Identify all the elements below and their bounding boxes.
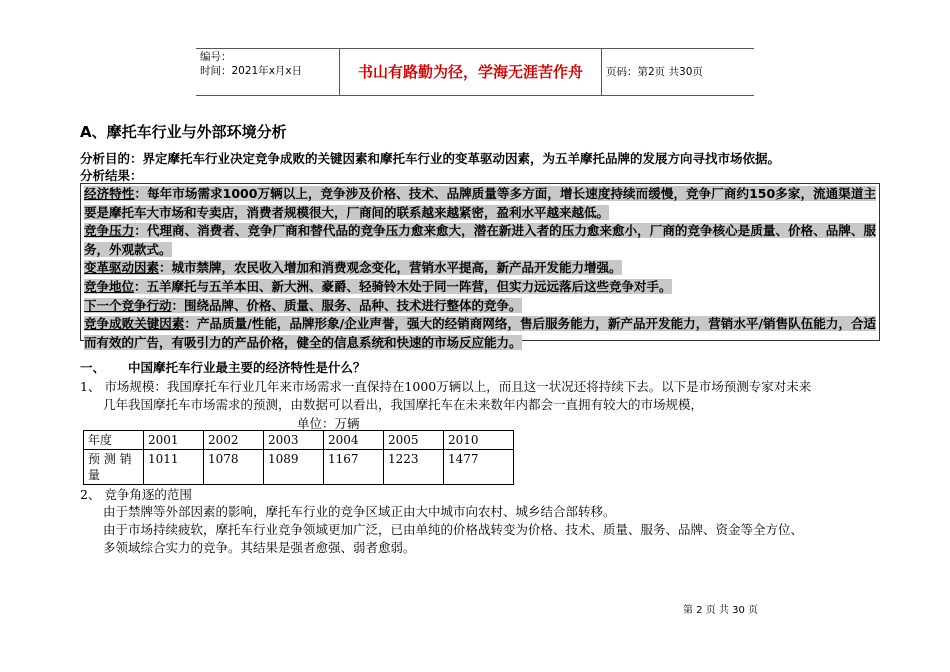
- table-year: 2005: [384, 431, 444, 450]
- table-row-label: 预 测 销 量: [84, 450, 144, 485]
- analysis-text: ：五羊摩托与五羊本田、新大洲、豪爵、轻骑铃木处于同一阵营，但实力远远落后这些竞争对手。: [134, 278, 672, 294]
- analysis-key: 竞争成败关键因素: [84, 316, 185, 332]
- analysis-key: 竞争压力: [84, 223, 135, 239]
- competition-scope-paragraph-cont: 多领域综合实力的竞争。其结果是强者愈强、弱者愈弱。: [103, 540, 416, 555]
- market-size-paragraph: 1、 市场规模：我国摩托车行业几年来市场需求一直保持在1000万辆以上，而且这一状况还将持续下去。以下是市场预测专家对未来: [80, 379, 812, 394]
- header-divider-right: [601, 48, 602, 95]
- analysis-text: ：产品质量/性能，品牌形象/企业声誉，强大的经销商网络，售后服务能力，新产品开发能力，营销水平/销售队伍能力，合适而有效的广告，有吸引力的产品价格，健全的信息系统和快速的市场反应能力。: [84, 316, 876, 350]
- analysis-item: [84, 222, 876, 259]
- table-year: 2002: [204, 431, 264, 450]
- table-year: 2001: [144, 431, 204, 450]
- competition-scope-title: 2、 竞争角逐的范围: [80, 487, 192, 502]
- header-motto: 书山有路勤为径，学海无涯苦作舟: [357, 63, 583, 81]
- table-header-row: [84, 431, 514, 450]
- analysis-key: 经济特性: [84, 186, 135, 201]
- analysis-item: [84, 297, 876, 316]
- analysis-item: [84, 278, 876, 297]
- table-row: [84, 450, 514, 485]
- table-year: 2004: [324, 431, 384, 450]
- table-value: 1477: [444, 450, 514, 485]
- table-year: 2010: [444, 431, 514, 450]
- table-value: 1167: [324, 450, 384, 485]
- header-top-rule: [196, 48, 754, 49]
- table-value: 1078: [204, 450, 264, 485]
- analysis-item: [84, 185, 876, 222]
- analysis-text: ：代理商、消费者、竞争厂商和替代品的竞争压力愈来愈大，潜在新进入者的压力愈来愈小，厂商的竞争核心是质量、价格、品牌、服务，外观款式。: [84, 223, 876, 257]
- analysis-text: ：围绕品牌、价格、质量、服务、品种、技术进行整体的竞争。: [171, 297, 522, 313]
- header-bottom-rule: [196, 95, 754, 96]
- question-number: 一、: [80, 360, 106, 375]
- section-title: A、摩托车行业与外部环境分析: [80, 123, 287, 141]
- market-size-paragraph-cont: 几年我国摩托车市场需求的预测，由数据可以看出，我国摩托车在未来数年内都会一直拥有较大的市场规模，: [103, 397, 704, 412]
- analysis-result-label: 分析结果：: [80, 168, 143, 183]
- analysis-item: [84, 259, 876, 278]
- table-value: 1089: [264, 450, 324, 485]
- analysis-key: 竞争地位: [84, 278, 135, 294]
- question-heading: [80, 359, 366, 377]
- analysis-item: [84, 315, 876, 352]
- competition-scope-paragraph: 由于市场持续疲软，摩托车行业竞争领域更加广泛，已由单纯的价格战转变为价格、技术、质量、服务、品牌、资金等全方位、: [103, 522, 804, 537]
- competition-scope-paragraph: 由于禁牌等外部因素的影响，摩托车行业的竞争区域正由大中城市向农村、城乡结合部转移。: [103, 504, 616, 519]
- question-title: 中国摩托车行业最主要的经济特性是什么？: [128, 360, 366, 375]
- serial-label: 编号：: [200, 51, 232, 63]
- analysis-key: 变革驱动因素: [84, 260, 160, 276]
- page-label: 页码：第2页 共30页: [606, 66, 703, 78]
- analysis-text: ：每年市场需求1000万辆以上，竞争涉及价格、技术、品牌质量等多方面，增长速度持续而缓慢，竞争厂商约150多家，流通渠道主要是摩托车大市场和专卖店，消费者规模很大，厂商间的联系越来越紧密，盈利水平越来越低。: [84, 186, 876, 220]
- table-value: 1223: [384, 450, 444, 485]
- table-value: 1011: [144, 450, 204, 485]
- time-label: 时间：2021年x月x日: [200, 65, 303, 77]
- analysis-text: ：城市禁牌，农民收入增加和消费观念变化，营销水平提高，新产品开发能力增强。: [159, 260, 622, 276]
- analysis-purpose: 分析目的：界定摩托车行业决定竞争成败的关键因素和摩托车行业的变革驱动因素，为五羊摩托品牌的发展方向寻找市场依据。: [80, 151, 781, 166]
- analysis-key: 下一个竞争行动: [84, 297, 172, 313]
- table-header-label: 年度: [84, 431, 144, 450]
- page-footer: 第 2 页 共 30 页: [683, 605, 758, 616]
- table-unit: 单位：万辆: [297, 416, 360, 431]
- table-year: 2003: [264, 431, 324, 450]
- analysis-result-box: [80, 183, 880, 350]
- forecast-table: [83, 430, 514, 485]
